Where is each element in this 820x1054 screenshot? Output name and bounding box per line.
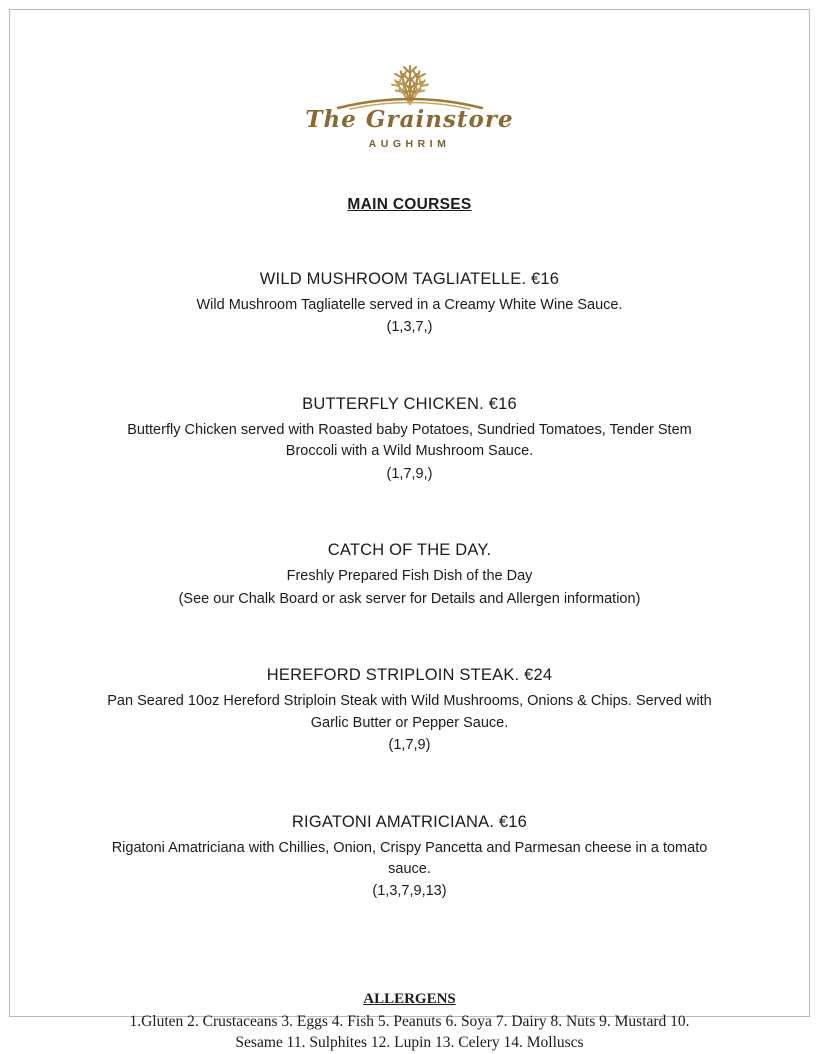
menu-item-title: RIGATONI AMATRICIANA. €16 <box>291 812 528 831</box>
menu-item-allergen-codes: (1,3,7,) <box>386 319 433 336</box>
menu-item-title: WILD MUSHROOM TAGLIATELLE. €16 <box>259 270 560 288</box>
allergens-section <box>110 991 710 1054</box>
menu-heading: MAIN COURSES <box>347 196 472 213</box>
logo-name: The Grainstore <box>305 106 514 133</box>
menu-item-description: Freshly Prepared Fish Dish of the Day <box>286 568 533 585</box>
menu-item-allergen-codes: (1,7,9,) <box>386 465 433 482</box>
menu-item-description: Rigatoni Amatriciana with Chillies, Onion, Crispy Pancetta and Parmesan cheese in a tomato sauce. <box>111 839 708 877</box>
restaurant-logo <box>10 58 809 150</box>
allergens-heading: ALLERGENS <box>363 990 456 1007</box>
menu-item-allergen-codes: (1,7,9) <box>388 737 431 754</box>
menu-item <box>100 813 720 903</box>
logo-subtitle: AUGHRIM <box>368 138 451 150</box>
wheat-sheaf-icon <box>10 58 809 110</box>
menu-item-description: Pan Seared 10oz Hereford Striploin Steak with Wild Mushrooms, Onions & Chips. Served with Garlic Butter or Pepper Sauce. <box>107 693 712 731</box>
menu-item <box>100 270 720 339</box>
menu-item-title: CATCH OF THE DAY. <box>327 541 492 560</box>
menu-item-description: Wild Mushroom Tagliatelle served in a Creamy White Wine Sauce. <box>196 297 623 313</box>
menu-page <box>9 9 810 1051</box>
menu-item-note: (See our Chalk Board or ask server for Details and Allergen information) <box>178 590 641 607</box>
menu-item-description: Butterfly Chicken served with Roasted baby Potatoes, Sundried Tomatoes, Tender Stem Broccoli with a Wild Mushroom Sauce. <box>127 421 692 460</box>
menu-item <box>100 666 720 756</box>
menu-item <box>100 541 720 610</box>
menu-item <box>100 395 720 485</box>
menu-item-title: BUTTERFLY CHICKEN. €16 <box>302 394 517 413</box>
menu-item-allergen-codes: (1,3,7,9,13) <box>372 883 447 900</box>
allergens-list: 1.Gluten 2. Crustaceans 3. Eggs 4. Fish 5. Peanuts 6. Soya 7. Dairy 8. Nuts 9. Mustard 10. Sesame 11. Sulphites 12. Lupin 13. Celery 14. Molluscs <box>129 1012 690 1051</box>
menu-item-title: HEREFORD STRIPLOIN STEAK. €24 <box>266 666 553 685</box>
